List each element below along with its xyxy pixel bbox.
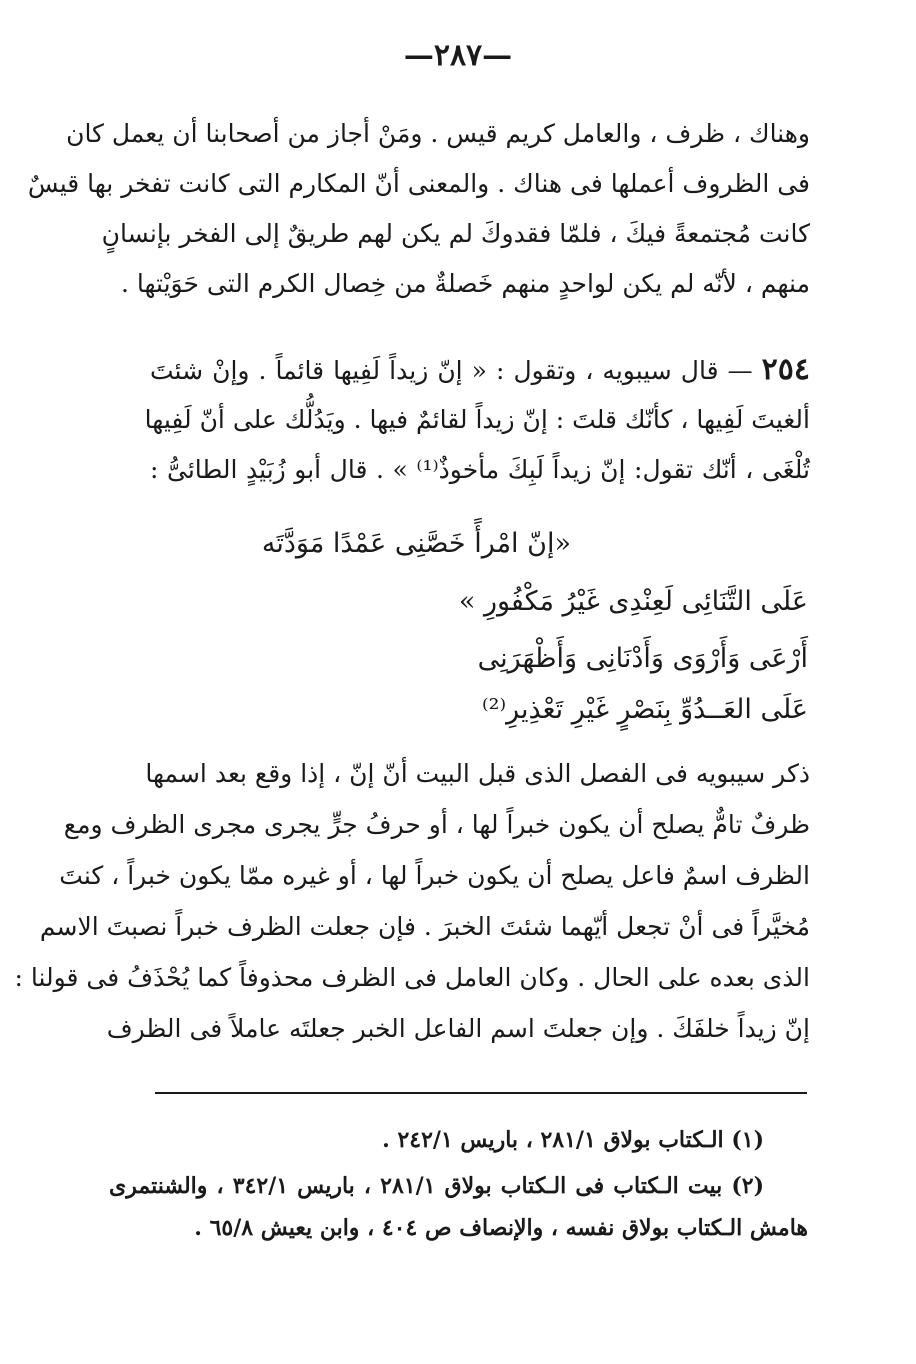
- verse-2a: أَرْعَى وَأَرْوَى وَأَدْنَانِى وَأَظْهَرَنِى: [477, 643, 808, 674]
- text-line: إنّ زيداً خلفَكَ . وإن جعلتَ اسم الفاعل الخبر جعلتَه عاملاً فى الظرف: [106, 1014, 810, 1043]
- verse-1a: «إنّ امْرأً خَصَّنِى عَمْدًا مَوَدَّتَه: [261, 528, 571, 559]
- text-line: ذكر سيبويه فى الفصل الذى قبل البيت أنّ إنّ ، إذا وقع بعد اسمها: [145, 759, 810, 788]
- section-254: [144, 348, 810, 498]
- text-line: منهم ، لأنّه لم يكن لواحدٍ منهم خَصلةٌ من خِصال الكرم التى حَوَيْتها .: [121, 269, 810, 298]
- footnote-2: (٢) بيت الـكتاب فى الـكتاب بولاق ٢٨١/١ ، باريس ٣٤٢/١ ، والشنتمرى: [109, 1173, 765, 1199]
- verse-2b: عَلَى العَــدُوِّ بِنَصْرٍ غَيْرِ تَعْذِيرِ⁽²⁾: [481, 694, 808, 725]
- text-line: ألغيتَ لَفِيها ، كأنّك قلتَ : إنّ زيداً لقائمٌ فيها . ويَدُلُّك على أنّ لَفِيها: [144, 405, 810, 434]
- footnote-1: (١) الـكتاب بولاق ٢٨١/١ ، باريس ٢٤٢/١ .: [382, 1127, 764, 1153]
- text-line: كانت مُجتمعةً فيكَ ، فلمّا فقدوكَ لم يكن لهم طريقٌ إلى الفخر بإنسانٍ: [101, 219, 810, 248]
- footnote-divider: [155, 1092, 807, 1094]
- page-number: —٢٨٧—: [403, 38, 513, 73]
- text-line: وهناك ، ظرف ، والعامل كريم قيس . ومَنْ أجاز من أصحابنا أن يعمل كان: [66, 119, 810, 148]
- text-line: تُلْغَى ، أنّك تقول: إنّ زيداً لَبِكَ مأخوذٌ⁽¹⁾ » . قال أبو زُبَيْدٍ الطائىُّ :: [150, 455, 810, 484]
- section-line-text: — قال سيبويه ، وتقول : « إنّ زيداً لَفِيها قائماً . وإنْ شئتَ: [150, 356, 753, 385]
- paragraph-2: [14, 752, 810, 1062]
- text-line: الظرف اسمٌ فاعل يصلح أن يكون خبراً لها ، أو غيره ممّا يكون خبراً ، كنتَ: [59, 861, 810, 890]
- section-first-line: [150, 348, 810, 393]
- section-number: ٢٥٤: [761, 352, 810, 387]
- text-line: فى الظروف أعملها فى هناك . والمعنى أنّ المكارم التى كانت تفخر بها قيسٌ: [27, 169, 810, 198]
- verse-1b: عَلَى التَّنَائِى لَعِنْدِى غَيْرُ مَكْفُورِ »: [458, 586, 808, 617]
- text-line: مُخيَّراً فى أنْ تجعل أيّهما شئتَ الخبرَ . فإن جعلت الظرف خبراً نصبتَ الاسم: [39, 912, 810, 941]
- footnote-2-cont: هامش الـكتاب بولاق نفسه ، والإنصاف ص ٤٠٤ ، وابن يعيش ٦٥/٨ .: [194, 1215, 808, 1241]
- text-line: ظرفٌ تامٌّ يصلح أن يكون خبراً لها ، أو حرفُ جرٍّ يجرى مجرى الظرف ومع: [63, 810, 810, 839]
- text-line: الذى بعده على الحال . وكان العامل فى الظرف محذوفاً كما يُحْذَفُ فى قولنا :: [14, 963, 810, 992]
- paragraph-1: [27, 112, 810, 312]
